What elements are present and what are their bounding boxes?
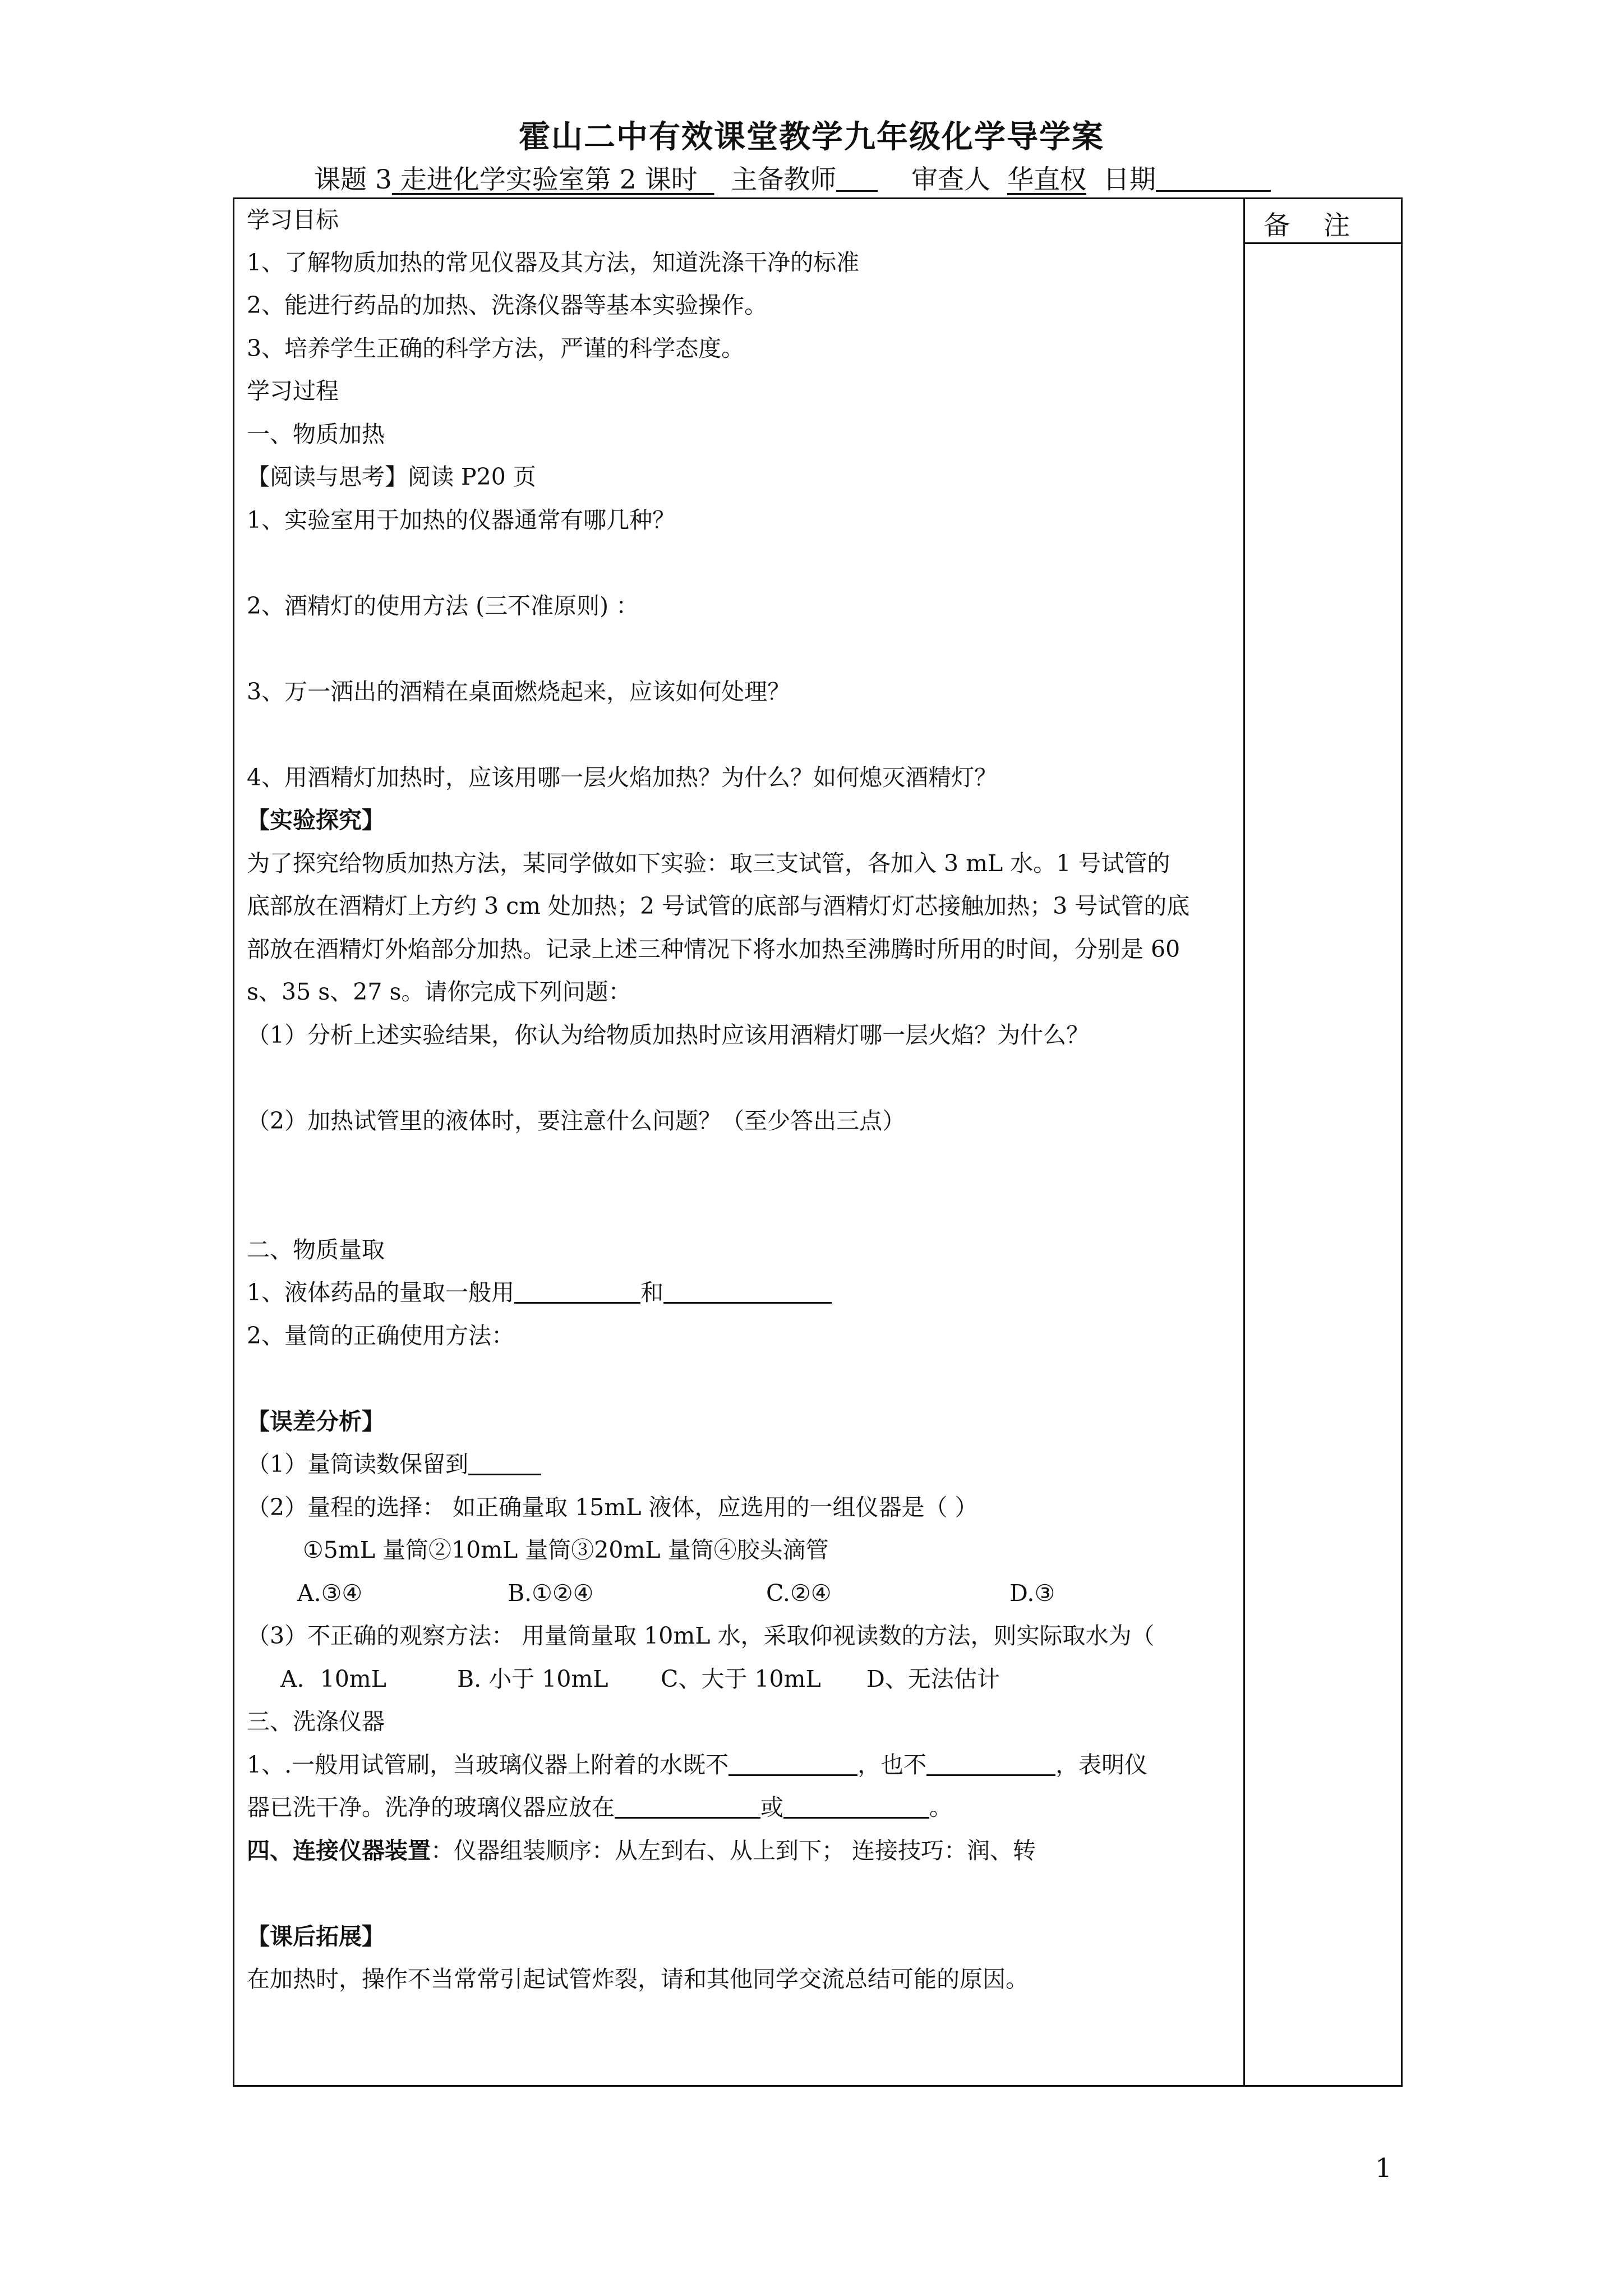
reviewer-name: 华直权 xyxy=(1007,164,1087,195)
answer-blank[interactable] xyxy=(926,1753,1055,1776)
choice-c[interactable]: C.②④ xyxy=(766,1580,832,1607)
washing-question-2: 器已洗干净。洗净的玻璃仪器应放在 或 。 xyxy=(247,1794,952,1821)
extension-heading: 【课后拓展】 xyxy=(247,1923,385,1950)
experiment-question-2: （2）加热试管里的液体时，要注意什么问题？（至少答出三点） xyxy=(247,1107,906,1134)
answer-blank[interactable] xyxy=(783,1796,929,1819)
read-and-think: 【阅读与思考】阅读 P20 页 xyxy=(247,463,536,490)
choice-d[interactable]: D、无法估计 xyxy=(866,1665,1000,1692)
teacher-label: 主备教师 xyxy=(731,164,837,195)
page-title: 霍山二中有效课堂教学九年级化学导学案 xyxy=(519,118,1104,155)
instrument-options: ①5mL 量筒②10mL 量筒③20mL 量筒④胶头滴管 xyxy=(303,1536,829,1563)
answer-blank[interactable] xyxy=(615,1796,760,1819)
extension-text: 在加热时，操作不当常常引起试管炸裂，请和其他同学交流总结可能的原因。 xyxy=(247,1966,1029,1993)
lesson-label: 课题 3 xyxy=(314,164,392,195)
choice-d[interactable]: D.③ xyxy=(1009,1580,1055,1607)
question-2: 2、酒精灯的使用方法 (三不准原则) ： xyxy=(247,592,639,619)
question-1: 1、实验室用于加热的仪器通常有哪几种？ xyxy=(247,507,676,533)
choice-a[interactable]: A.③④ xyxy=(297,1580,363,1607)
question-4: 4、用酒精灯加热时，应该用哪一层火焰加热？为什么？如何熄灭酒精灯？ xyxy=(247,764,998,791)
column-divider xyxy=(1243,197,1245,2087)
experiment-question-1: （1）分析上述实验结果，你认为给物质加热时应该用酒精灯哪一层火焰？为什么？ xyxy=(247,1022,1090,1048)
goal-2: 2、能进行药品的加热、洗涤仪器等基本实验操作。 xyxy=(247,292,768,319)
experiment-text-1: 为了探究给物质加热方法，某同学做如下实验：取三支试管，各加入 3 mL 水。1 号试管的 xyxy=(247,850,1170,877)
section-learning-goals: 学习目标 xyxy=(247,206,339,233)
experiment-text-4: s、35 s、27 s。请你完成下列问题： xyxy=(247,978,631,1005)
teacher-blank xyxy=(836,168,878,192)
answer-blank[interactable] xyxy=(728,1753,857,1776)
remark-column-header: 备注 xyxy=(1264,210,1384,241)
error-question-3: （3）不正确的观察方法： 用量筒量取 10mL 水，采取仰视读数的方法，则实际取水为（ xyxy=(247,1622,1155,1649)
goal-1: 1、了解物质加热的常见仪器及其方法，知道洗涤干净的标准 xyxy=(247,249,860,276)
answer-blank[interactable] xyxy=(514,1281,640,1304)
goal-3: 3、培养学生正确的科学方法，严谨的科学态度。 xyxy=(247,335,745,362)
measuring-question-1: 1、液体药品的量取一般用 和 xyxy=(247,1278,832,1307)
date-label: 日期 xyxy=(1103,164,1156,195)
reviewer-label: 审查人 xyxy=(911,164,991,195)
question-3: 3、万一洒出的酒精在桌面燃烧起来，应该如何处理？ xyxy=(247,678,791,705)
error-analysis-heading: 【误差分析】 xyxy=(247,1408,385,1435)
choice-c[interactable]: C、大于 10mL xyxy=(661,1665,821,1692)
error-question-1: （1）量筒读数保留到 xyxy=(247,1450,541,1479)
washing-question-1: 1、.一般用试管刷，当玻璃仪器上附着的水既不 ，也不 ，表明仪 xyxy=(247,1751,1148,1778)
choice-b[interactable]: B.①②④ xyxy=(508,1580,594,1607)
page-number: 1 xyxy=(1375,2153,1392,2184)
choice-b[interactable]: B. 小于 10mL xyxy=(457,1665,608,1692)
heading-connecting: 四、连接仪器装置：仪器组装顺序：从左到右、从上到下； 连接技巧：润、转 xyxy=(247,1837,1036,1864)
date-blank xyxy=(1156,168,1271,192)
experiment-heading: 【实验探究】 xyxy=(247,807,385,834)
experiment-text-2: 底部放在酒精灯上方约 3 cm 处加热；2 号试管的底部与酒精灯灯芯接触加热；3 号试管的底 xyxy=(247,892,1190,919)
heading-measuring: 二、物质量取 xyxy=(247,1236,385,1263)
heading-heating: 一、物质加热 xyxy=(247,421,385,448)
heading-washing: 三、洗涤仪器 xyxy=(247,1708,385,1735)
answer-blank[interactable] xyxy=(468,1452,541,1475)
section-learning-process: 学习过程 xyxy=(247,378,339,404)
lesson-name: 走进化学实验室第 2 课时 xyxy=(400,164,698,195)
choice-a[interactable]: A．10mL xyxy=(280,1665,386,1692)
answer-blank[interactable] xyxy=(663,1281,832,1304)
lesson-info-line xyxy=(314,159,1271,196)
error-question-2: （2）量程的选择： 如正确量取 15mL 液体，应选用的一组仪器是（ ） xyxy=(247,1494,978,1521)
experiment-text-3: 部放在酒精灯外焰部分加热。记录上述三种情况下将水加热至沸腾时所用的时间，分别是 60 xyxy=(247,936,1181,963)
measuring-question-2: 2、量筒的正确使用方法： xyxy=(247,1322,515,1349)
remark-header-divider xyxy=(1243,242,1403,244)
